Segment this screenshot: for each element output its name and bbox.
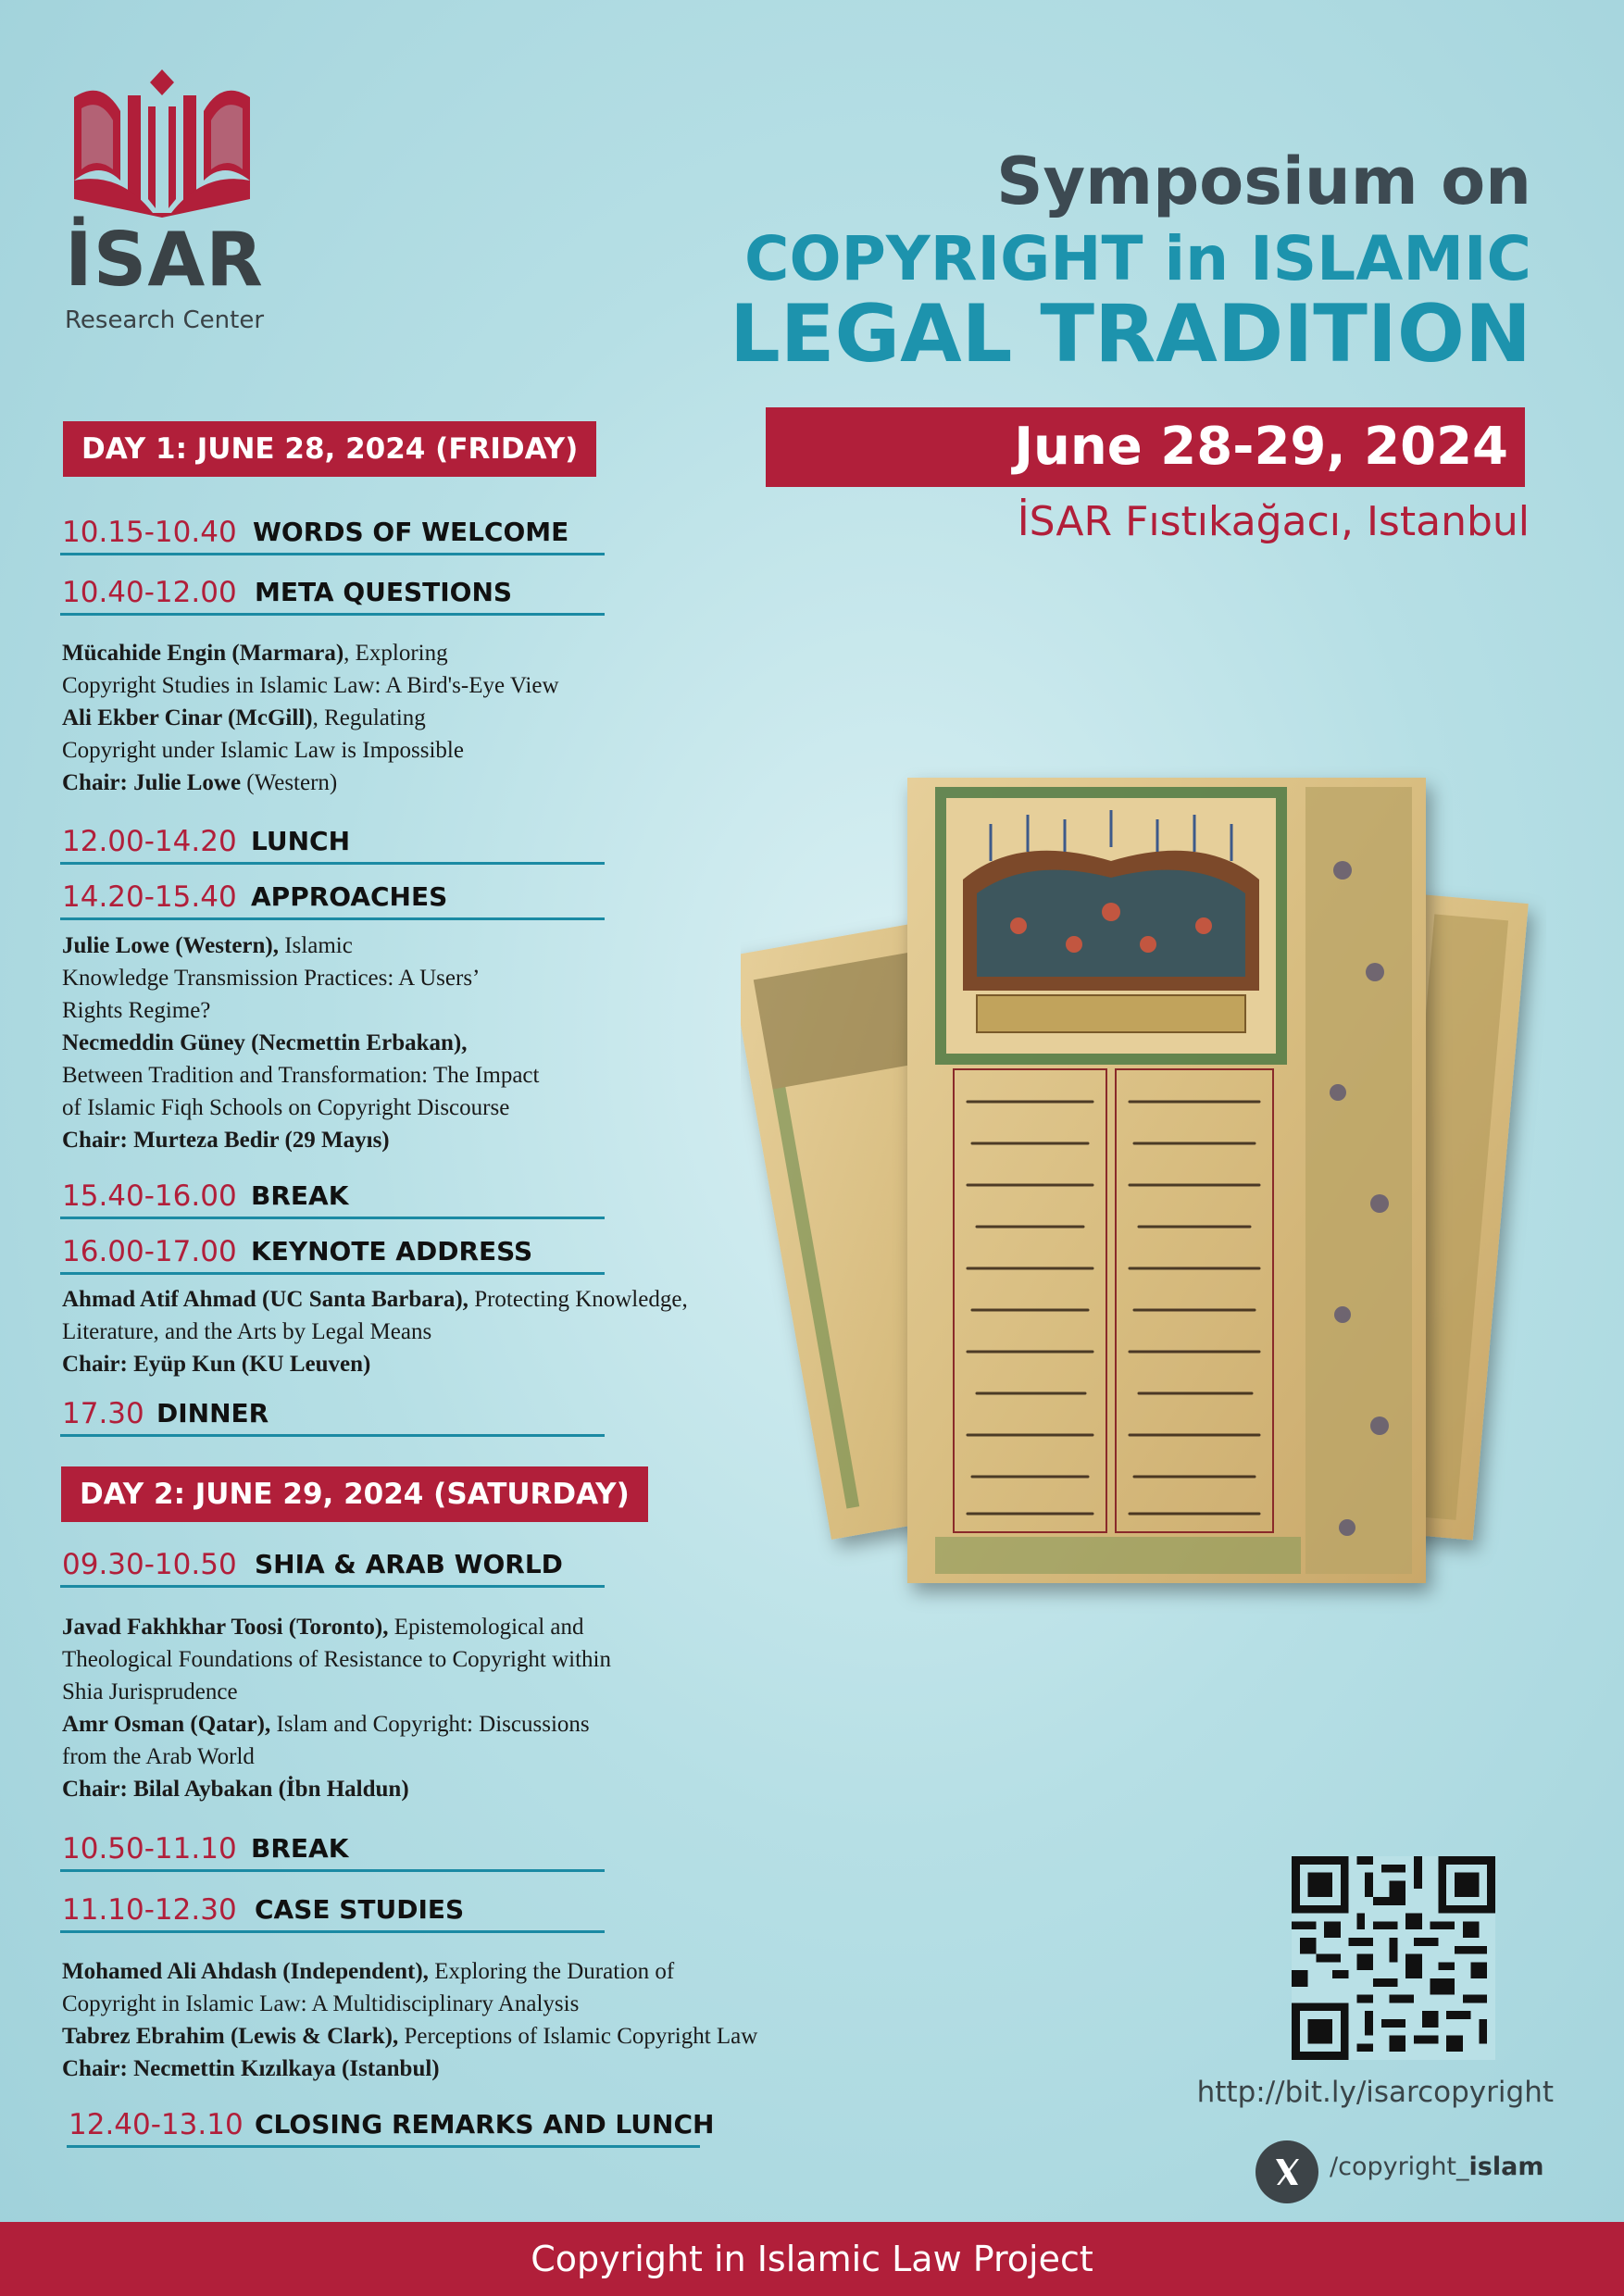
talk-title: of Islamic Fiqh Schools on Copyright Discourse [62, 1095, 510, 1120]
slot-time: 15.40-16.00 [62, 1179, 237, 1213]
speaker-name: Ali Ekber Cinar (McGill) [62, 705, 313, 730]
manuscript-image [741, 759, 1546, 1639]
date-banner: June 28-29, 2024 [766, 407, 1525, 487]
footer-banner: Copyright in Islamic Law Project [0, 2222, 1624, 2296]
program-slot [60, 821, 605, 865]
isar-logo [65, 69, 287, 334]
program-slot [60, 1544, 605, 1588]
slot-label: CLOSING REMARKS AND LUNCH [255, 2109, 715, 2140]
slot-time: 12.00-14.20 [62, 825, 237, 858]
session-talks [62, 1955, 757, 2085]
venue: İSAR Fıstıkağacı, Istanbul [1017, 498, 1530, 545]
talk-title: Knowledge Transmission Practices: A Users’ [62, 966, 481, 991]
slot-label: LUNCH [251, 826, 350, 856]
handle-prefix: /copyright_ [1330, 2152, 1469, 2181]
talk-title: from the Arab World [62, 1744, 255, 1769]
program-slot [60, 1176, 605, 1219]
speaker-name: Julie Lowe (Western), [62, 933, 279, 958]
program-slot [60, 1890, 605, 1933]
speaker-name: Ahmad Atif Ahmad (UC Santa Barbara), [62, 1287, 468, 1312]
session-chair: Chair: Eyüp Kun (KU Leuven) [62, 1352, 371, 1377]
day1-heading: DAY 1: JUNE 28, 2024 (FRIDAY) [63, 421, 596, 477]
talk-title: Theological Foundations of Resistance to Copyright within [62, 1647, 611, 1672]
title-line-1: Symposium on [996, 144, 1531, 219]
talk-title: Literature, and the Arts by Legal Means [62, 1319, 432, 1344]
talk-title: Shia Jurisprudence [62, 1679, 238, 1704]
slot-label: SHIA & ARAB WORLD [255, 1549, 563, 1579]
talk-title: Exploring the Duration of [428, 1959, 675, 1984]
talk-title: , Regulating [312, 705, 426, 730]
program-slot [60, 1828, 605, 1872]
slot-time: 10.15-10.40 [62, 516, 237, 549]
slot-time: 16.00-17.00 [62, 1235, 237, 1268]
talk-title: Islam and Copyright: Discussions [270, 1712, 590, 1737]
program-slot [60, 1231, 605, 1275]
slot-time: 10.50-11.10 [62, 1832, 237, 1866]
x-logo-icon[interactable] [1255, 2140, 1318, 2203]
book-logo-icon [65, 69, 259, 218]
talk-title: , Exploring [344, 641, 448, 666]
logo-subtitle: Research Center [65, 306, 265, 334]
speaker-name: Javad Fakhkhar Toosi (Toronto), [62, 1615, 389, 1640]
slot-label: META QUESTIONS [255, 577, 513, 607]
talk-title: Copyright Studies in Islamic Law: A Bird's-Eye View [62, 673, 559, 698]
program-slot [67, 2104, 715, 2148]
x-handle[interactable] [1330, 2152, 1543, 2181]
session-chair: Chair: Julie Lowe [62, 770, 242, 795]
session-talks [62, 637, 559, 799]
slot-time: 17.30 [62, 1397, 144, 1430]
speaker-name: Amr Osman (Qatar), [62, 1712, 271, 1737]
slot-label: KEYNOTE ADDRESS [251, 1236, 533, 1267]
program-slot [60, 1393, 605, 1437]
slot-label: BREAK [251, 1833, 349, 1864]
talk-title: Copyright under Islamic Law is Impossible [62, 738, 464, 763]
slot-label: CASE STUDIES [255, 1894, 465, 1925]
talk-title: Protecting Knowledge, [468, 1287, 688, 1312]
talk-title: Epistemological and [388, 1615, 584, 1640]
project-link[interactable]: http://bit.ly/isarcopyright [1196, 2076, 1554, 2109]
slot-time: 09.30-10.50 [62, 1548, 237, 1581]
talk-title: Perceptions of Islamic Copyright Law [398, 2024, 758, 2049]
program-slot [60, 877, 605, 920]
program-slot [60, 512, 605, 555]
speaker-name: Mücahide Engin (Marmara) [62, 641, 344, 666]
speaker-name: Mohamed Ali Ahdash (Independent), [62, 1959, 429, 1984]
program-slot [60, 572, 605, 616]
chair-affiliation: (Western) [241, 770, 338, 795]
session-talks [62, 1611, 611, 1805]
slot-time: 14.20-15.40 [62, 880, 237, 914]
slot-label: WORDS OF WELCOME [253, 517, 569, 547]
title-line-2: COPYRIGHT in ISLAMIC [744, 222, 1531, 294]
slot-label: DINNER [156, 1398, 269, 1429]
talk-title: Between Tradition and Transformation: The Impact [62, 1063, 540, 1088]
slot-time: 12.40-13.10 [69, 2108, 244, 2141]
session-chair: Chair: Necmettin Kızılkaya (Istanbul) [62, 2056, 440, 2081]
qr-code-icon[interactable] [1292, 1856, 1495, 2060]
talk-title: Islamic [278, 933, 353, 958]
talk-title: Copyright in Islamic Law: A Multidisciplinary Analysis [62, 1991, 580, 2016]
symposium-title [729, 144, 1531, 381]
session-chair: Chair: Murteza Bedir (29 Mayıs) [62, 1128, 390, 1153]
session-talks [62, 930, 539, 1156]
logo-name: İSAR [65, 217, 264, 303]
slot-time: 11.10-12.30 [62, 1893, 237, 1927]
session-talks [62, 1283, 688, 1380]
day2-heading: DAY 2: JUNE 29, 2024 (SATURDAY) [61, 1466, 648, 1522]
title-line-3: LEGAL TRADITION [729, 288, 1531, 381]
speaker-name: Necmeddin Güney (Necmettin Erbakan), [62, 1030, 468, 1055]
handle-bold: islam [1468, 2152, 1544, 2181]
slot-time: 10.40-12.00 [62, 576, 237, 609]
slot-label: APPROACHES [251, 881, 448, 912]
session-chair: Chair: Bilal Aybakan (İbn Haldun) [62, 1777, 409, 1802]
talk-title: Rights Regime? [62, 998, 211, 1023]
slot-label: BREAK [251, 1180, 349, 1211]
speaker-name: Tabrez Ebrahim (Lewis & Clark), [62, 2024, 399, 2049]
